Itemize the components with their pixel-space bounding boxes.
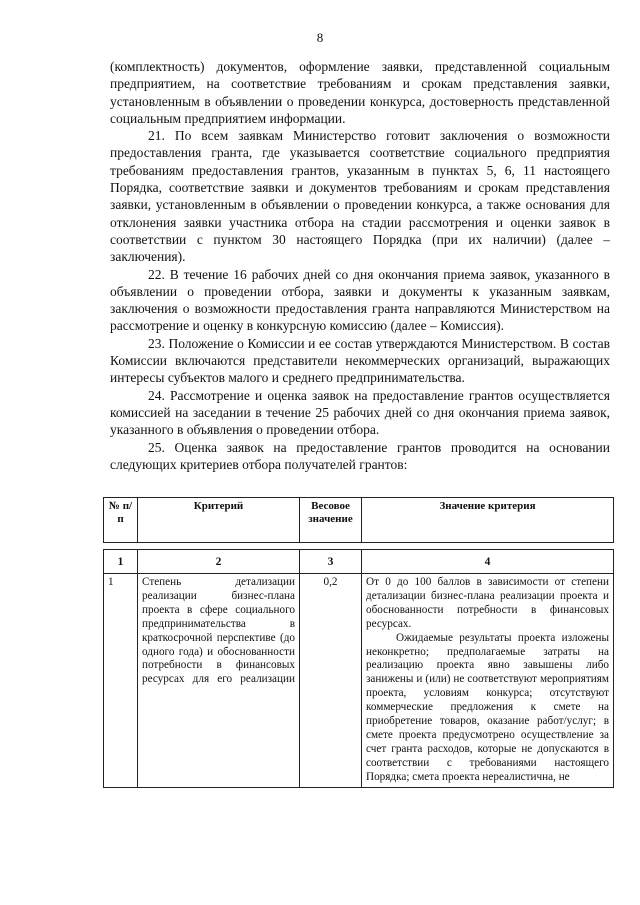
column-number-row <box>104 550 614 574</box>
header-value: Значение критерия <box>362 498 614 543</box>
column-number-3: 3 <box>300 550 362 574</box>
paragraph-25: 25. Оценка заявок на предоставление грантов проводится на основании следующих критериев отбора получателей грантов: <box>110 439 610 472</box>
column-number-1: 1 <box>104 550 138 574</box>
row-number: 1 <box>104 574 138 788</box>
paragraph-continuation: (комплектность) документов, оформление заявки, представленной социальным предприятием, на соответствие требованиям и срокам представления заявки, установленным в объявлении о проведении конкурса, достоверность представленной социальным предприятием информации. <box>110 59 610 126</box>
paragraph-22: 22. В течение 16 рабочих дней со дня окончания приема заявок, указанного в объявлении о проведении отбора, заявки и документы к указанным заявкам, заключения о возможности предоставления гранта направляются Министерством на рассмотрение и оценку в конкурсную комиссию (далее – Комиссия). <box>110 266 610 334</box>
row-value-description: Ожидаемые результаты проекта изложены неконкретно; предполагаемые затраты на реализацию проекта явно завышены либо занижены и (или) не соответствуют мероприятиям проекта, условиям конкурса; отсутствуют коммерческие предложения к смете на приобретение товаров, оказание работ/услуг; в смете проекта предусмотрено осуществление за счет гранта расходов, которые не допускаются в соответствии с требованиями настоящего Порядка; смета проекта нереалистична, не <box>366 631 609 783</box>
page-number: 8 <box>316 30 324 45</box>
table-row <box>104 574 614 788</box>
table-spacer-row <box>104 543 614 550</box>
header-criterion: Критерий <box>138 498 300 543</box>
paragraph-21: 21. По всем заявкам Министерство готовит заключения о возможности предоставления гранта, где указывается соответствие социального предприятия требованиям предоставления грантов, указанным в пунктах 5, 6, 11 настоящего Порядка, соответствие заявки и документов требованиям и срокам представления заявки, установленным в объявлении о проведении конкурса, а также основания для отклонения заявки участника отбора на стадии рассмотрения и оценки заявок в соответствии с пунктом 30 настоящего Порядка (при их наличии) (далее – заключения). <box>110 128 610 265</box>
criteria-table <box>103 497 614 788</box>
document-body <box>110 58 610 473</box>
header-number: № п/п <box>104 498 138 543</box>
header-weight: Весовое значение <box>300 498 362 543</box>
row-criterion: Степень детализации реализации бизнес-плана проекта в сфере социального предпринимательства в краткосрочной перспективе (до одного года) и обоснованности потребности в финансовых ресурсах для его реализации <box>138 574 300 788</box>
column-number-2: 2 <box>138 550 300 574</box>
row-weight: 0,2 <box>300 574 362 788</box>
row-value <box>362 574 614 788</box>
paragraph-23: 23. Положение о Комиссии и ее состав утверждаются Министерством. В состав Комиссии включаются представители некоммерческих организаций, выражающих интересы субъектов малого и среднего предпринимательства. <box>110 335 610 386</box>
column-number-4: 4 <box>362 550 614 574</box>
table-header-row <box>104 498 614 543</box>
row-value-scale: От 0 до 100 баллов в зависимости от степени детализации бизнес-плана реализации проекта и обоснованности потребности в финансовых ресурсах. <box>366 576 609 630</box>
paragraph-24: 24. Рассмотрение и оценка заявок на предоставление грантов осуществляется комиссией на заседании в течение 25 рабочих дней со дня окончания приема заявок, указанного в объявления о проведении отбора. <box>110 387 610 438</box>
